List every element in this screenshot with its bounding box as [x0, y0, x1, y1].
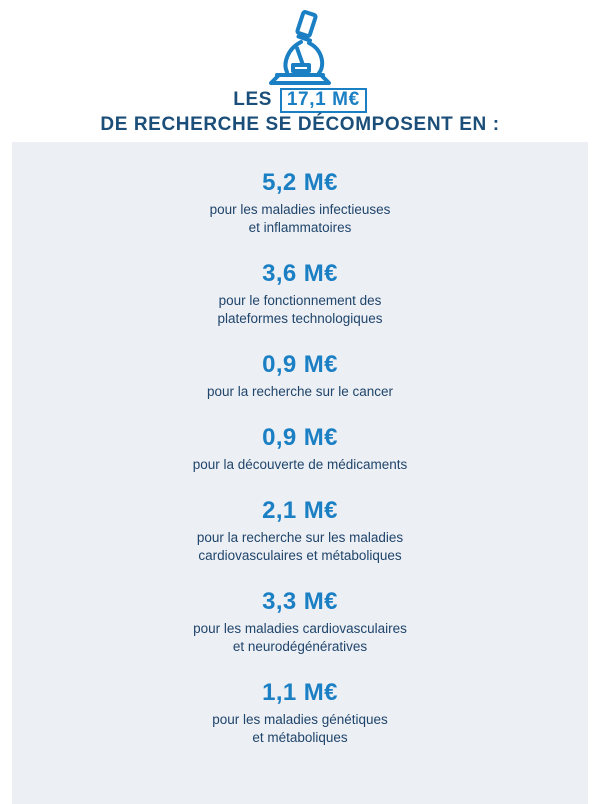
page-title [0, 88, 600, 137]
item-label-line1: pour la recherche sur le cancer [206, 384, 394, 399]
title-line2: DE RECHERCHE SE DÉCOMPOSENT EN : [100, 114, 500, 135]
item-label [12, 529, 588, 565]
total-amount-badge: 17,1 M€ [280, 88, 367, 113]
header [0, 0, 600, 142]
breakdown-list [12, 142, 588, 747]
item-label-line2: plateformes technologiques [217, 311, 383, 326]
item-label [12, 201, 588, 237]
list-item [12, 423, 588, 474]
item-label-line1: pour les maladies infectieuses [209, 202, 391, 217]
title-prefix: LES [233, 89, 272, 110]
item-label-line1: pour la recherche sur les maladies [196, 530, 404, 545]
item-value: 5,2 M€ [262, 169, 338, 196]
item-value: 2,1 M€ [262, 497, 338, 524]
item-label-line2: et inflammatoires [248, 220, 352, 235]
list-item [12, 496, 588, 565]
microscope-icon [0, 0, 600, 86]
item-value: 3,6 M€ [262, 260, 338, 287]
item-value: 0,9 M€ [262, 424, 338, 451]
item-label [12, 456, 588, 474]
item-label-line2: et métaboliques [252, 730, 348, 745]
item-label-line2: cardiovasculaires et métaboliques [198, 548, 402, 563]
item-label-line1: pour les maladies cardiovasculaires [193, 621, 407, 636]
item-label-line1: pour la découverte de médicaments [192, 457, 408, 472]
list-item [12, 350, 588, 401]
item-label [12, 292, 588, 328]
list-item [12, 587, 588, 656]
breakdown-panel [12, 142, 588, 804]
list-item [12, 259, 588, 328]
item-label-line2: et neurodégénératives [232, 639, 368, 654]
item-value: 3,3 M€ [262, 588, 338, 615]
item-label-line1: pour le fonctionnement des [218, 293, 382, 308]
item-label [12, 620, 588, 656]
item-value: 1,1 M€ [262, 679, 338, 706]
item-label-line1: pour les maladies génétiques [212, 712, 388, 727]
list-item [12, 168, 588, 237]
item-value: 0,9 M€ [262, 351, 338, 378]
item-label [12, 711, 588, 747]
list-item [12, 678, 588, 747]
item-label [12, 383, 588, 401]
